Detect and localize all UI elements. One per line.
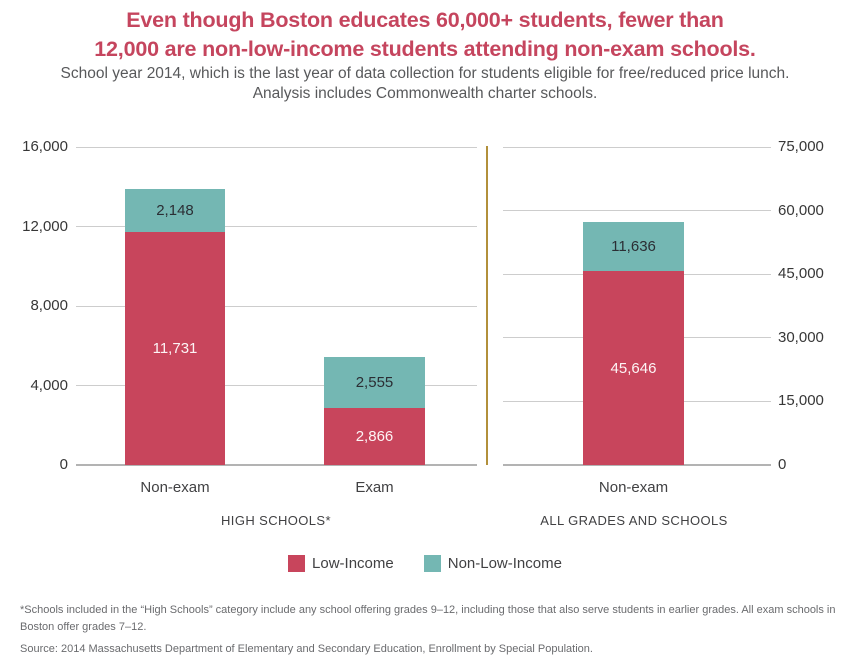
legend-item-low-income bbox=[288, 555, 394, 572]
category-label: Non-exam bbox=[140, 479, 210, 496]
axis-tick-label: 4,000 bbox=[30, 376, 68, 394]
bar-value-label: 11,636 bbox=[611, 238, 656, 256]
category-label: Exam bbox=[355, 479, 394, 496]
non-low-income-swatch-icon bbox=[424, 555, 441, 572]
gridline bbox=[503, 210, 771, 211]
bar-value-label: 11,731 bbox=[152, 339, 198, 357]
legend-label-non-low-income: Non-Low-Income bbox=[447, 555, 562, 572]
bar-segment-non-low-income bbox=[125, 189, 225, 232]
bar-value-label: 45,646 bbox=[610, 359, 657, 377]
category-label: Non-exam bbox=[598, 479, 669, 496]
axis-tick-label: 60,000 bbox=[778, 201, 824, 219]
footnote-text: *Schools included in the “High Schools” category include any school offering grades 9–12, including those that also serve students in earlier grades. All exam schools in Boston offer grades 7–12. bbox=[20, 604, 836, 634]
bar-value-label: 2,555 bbox=[355, 374, 394, 392]
bar-segment-non-low-income bbox=[324, 357, 425, 408]
bar-segment-low-income bbox=[583, 271, 684, 465]
chart-subtitle-line1: School year 2014, which is the last year of data collection for students eligible for free/reduced price lunch. bbox=[60, 65, 790, 82]
source-text: Source: 2014 Massachusetts Department of Elementary and Secondary Education, Enrollment by Special Population. bbox=[20, 643, 593, 655]
bar-value-label: 2,866 bbox=[355, 428, 394, 445]
axis-tick-label: 45,000 bbox=[778, 265, 824, 283]
chart-title-line1: Even though Boston educates 60,000+ students, fewer than bbox=[126, 8, 724, 32]
panel-group-label: HIGH SCHOOLS* bbox=[221, 513, 331, 528]
panel-divider-line bbox=[486, 146, 488, 465]
axis-tick-label: 30,000 bbox=[778, 328, 824, 346]
bar-segment-non-low-income bbox=[583, 222, 684, 271]
legend-label-low-income: Low-Income bbox=[312, 555, 394, 572]
axis-tick-label: 16,000 bbox=[22, 138, 68, 155]
axis-tick-label: 12,000 bbox=[22, 217, 68, 235]
bar-segment-low-income bbox=[324, 408, 425, 465]
low-income-swatch-icon bbox=[288, 555, 305, 572]
chart-title-line2: 12,000 are non-low-income students attending non-exam schools. bbox=[94, 37, 756, 61]
legend-item-non-low-income bbox=[424, 555, 562, 572]
gridline bbox=[503, 147, 771, 148]
gridline bbox=[76, 147, 477, 148]
panel-group-label: ALL GRADES AND SCHOOLS bbox=[540, 513, 728, 528]
axis-tick-label: 15,000 bbox=[778, 392, 824, 410]
chart-legend bbox=[0, 555, 850, 572]
bar-value-label: 2,148 bbox=[156, 201, 194, 219]
axis-tick-label: 8,000 bbox=[30, 297, 68, 314]
axis-tick-label: 0 bbox=[778, 456, 787, 473]
axis-tick-label: 75,000 bbox=[778, 138, 824, 155]
axis-tick-label: 0 bbox=[59, 456, 68, 473]
bar-segment-low-income bbox=[125, 232, 225, 465]
chart-subtitle-line2: Analysis includes Commonwealth charter schools. bbox=[252, 85, 598, 102]
